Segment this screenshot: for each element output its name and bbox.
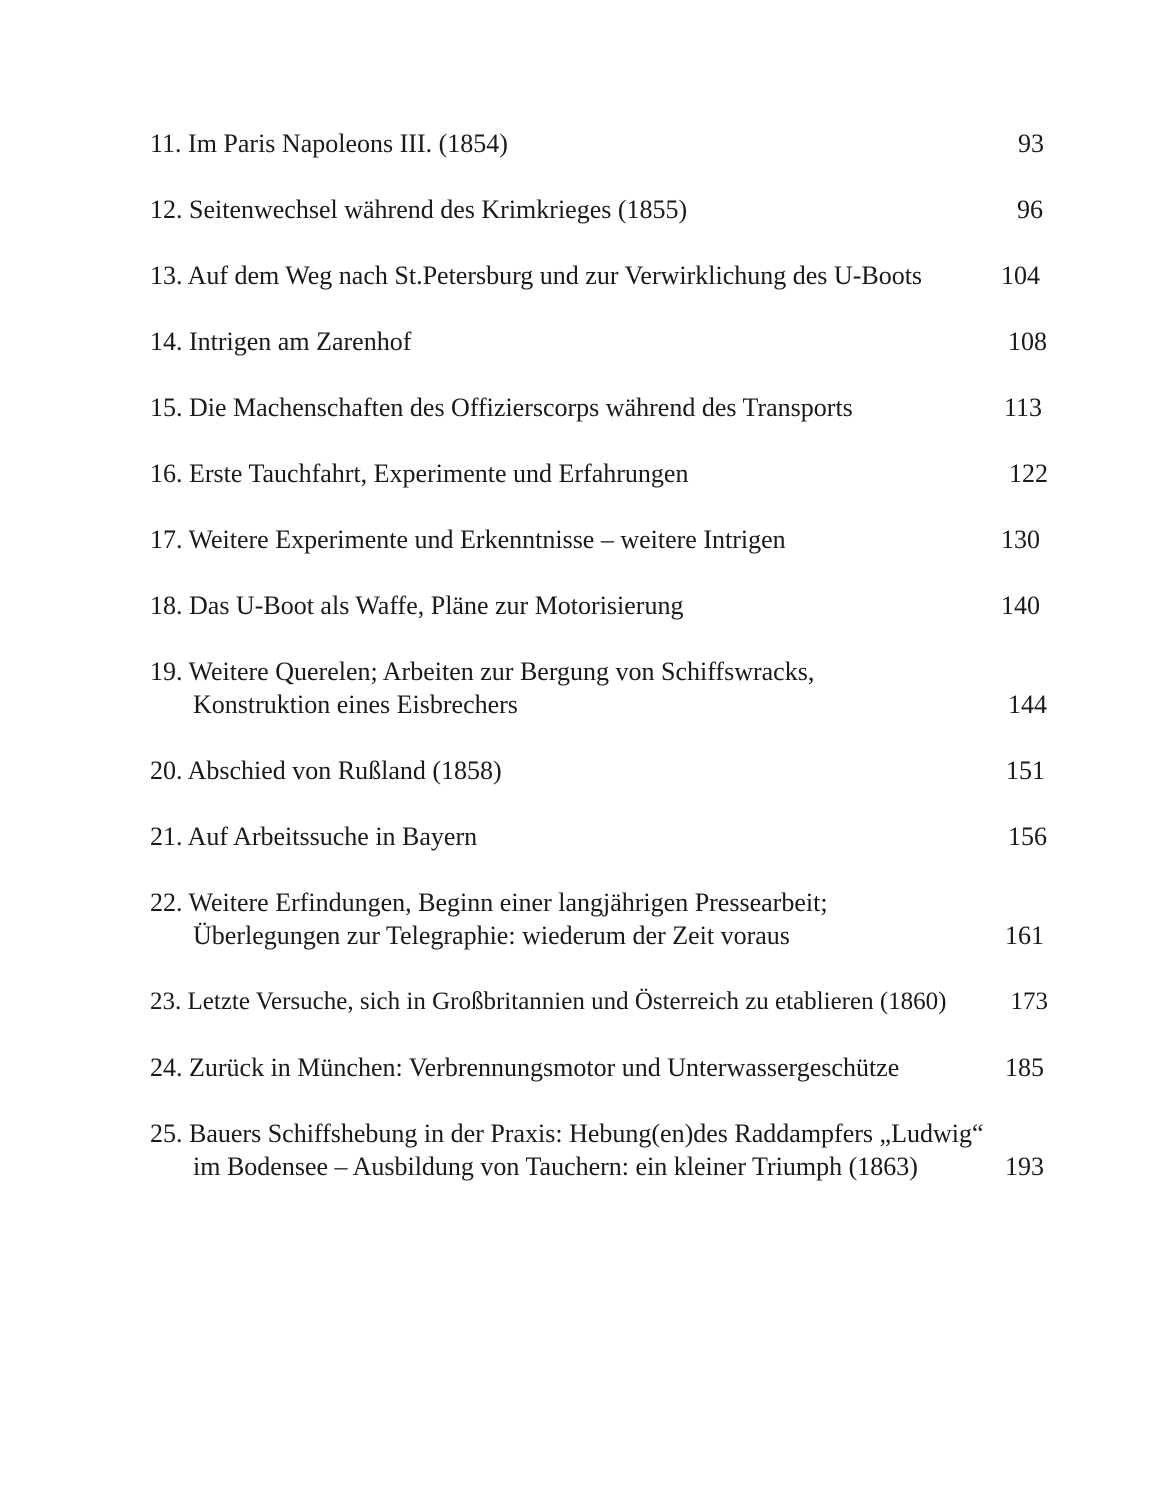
entry-number: 15. [150, 393, 183, 422]
entry-page: 144 [1008, 690, 1047, 719]
entry-page: 161 [1005, 921, 1044, 950]
entry-title-continuation: Konstruktion eines Eisbrechers [193, 690, 518, 719]
entry-title: Intrigen am Zarenhof [189, 327, 412, 356]
entry-title: Auf Arbeitssuche in Bayern [187, 822, 478, 851]
entry-number: 19. [150, 657, 183, 686]
toc-entry-14 [150, 325, 1050, 358]
entry-title-continuation: Überlegungen zur Telegraphie: wiederum der Zeit voraus [193, 921, 790, 950]
entry-number: 11. [150, 129, 182, 158]
entry-page: 130 [1001, 525, 1040, 554]
entry-title: Weitere Experimente und Erkenntnisse – weitere Intrigen [188, 525, 786, 554]
entry-title: Das U-Boot als Waffe, Pläne zur Motorisierung [189, 591, 684, 620]
toc-entry-23 [150, 985, 1050, 1018]
entry-page: 140 [1001, 591, 1040, 620]
entry-number: 22. [150, 888, 183, 917]
entry-page: 193 [1005, 1152, 1044, 1181]
entry-title-continuation: im Bodensee – Ausbildung von Tauchern: ein kleiner Triumph (1863) [193, 1152, 918, 1181]
entry-title: Letzte Versuche, sich in Großbritannien und Österreich zu etablieren (1860) [187, 988, 947, 1015]
toc-entry-25 [150, 1117, 1050, 1183]
entry-number: 13. [150, 261, 183, 290]
entry-page: 104 [1001, 261, 1040, 290]
entry-title: Auf dem Weg nach St.Petersburg und zur Verwirklichung des U-Boots [187, 261, 923, 290]
toc-entry-17 [150, 523, 1050, 556]
entry-number: 16. [150, 459, 183, 488]
toc-entry-13 [150, 259, 1050, 292]
toc-entry-20 [150, 754, 1050, 787]
entry-page: 173 [1010, 988, 1048, 1015]
entry-title: Weitere Erfindungen, Beginn einer langjährigen Pressearbeit; [188, 888, 828, 917]
entry-title: Bauers Schiffshebung in der Praxis: Hebung(en)des Raddampfers „Ludwig“ [189, 1119, 984, 1148]
toc-entry-15 [150, 391, 1050, 424]
entry-page: 151 [1006, 756, 1045, 785]
entry-number: 17. [150, 525, 183, 554]
entry-page: 108 [1008, 327, 1047, 356]
entry-page: 96 [1017, 195, 1043, 224]
entry-number: 18. [150, 591, 183, 620]
entry-title: Die Machenschaften des Offizierscorps während des Transports [189, 393, 853, 422]
toc-entry-12 [150, 193, 1050, 226]
entry-number: 24. [150, 1053, 183, 1082]
toc-entry-24 [150, 1051, 1050, 1084]
entry-title: Erste Tauchfahrt, Experimente und Erfahrungen [189, 459, 689, 488]
entry-page: 156 [1008, 822, 1047, 851]
entry-number: 25. [150, 1119, 183, 1148]
toc-entry-18 [150, 589, 1050, 622]
entry-page: 185 [1005, 1053, 1044, 1082]
entry-title: Abschied von Rußland (1858) [187, 756, 502, 785]
entry-title: Zurück in München: Verbrennungsmotor und Unterwassergeschütze [189, 1053, 900, 1082]
entry-number: 12. [150, 195, 183, 224]
entry-number: 20. [150, 756, 183, 785]
entry-page: 122 [1009, 459, 1048, 488]
toc-entry-19 [150, 655, 1050, 721]
toc-entry-11 [150, 127, 1050, 160]
toc-entry-21 [150, 820, 1050, 853]
entry-title: Im Paris Napoleons III. (1854) [188, 129, 508, 158]
toc-entry-16 [150, 457, 1050, 490]
entry-number: 21. [150, 822, 183, 851]
entry-title: Weitere Querelen; Arbeiten zur Bergung von Schiffswracks, [188, 657, 815, 686]
entry-number: 23. [150, 988, 182, 1015]
entry-number: 14. [150, 327, 183, 356]
toc-entry-22 [150, 886, 1050, 952]
entry-title: Seitenwechsel während des Krimkrieges (1855) [189, 195, 688, 224]
entry-page: 113 [1003, 393, 1042, 422]
entry-page: 93 [1018, 129, 1044, 158]
